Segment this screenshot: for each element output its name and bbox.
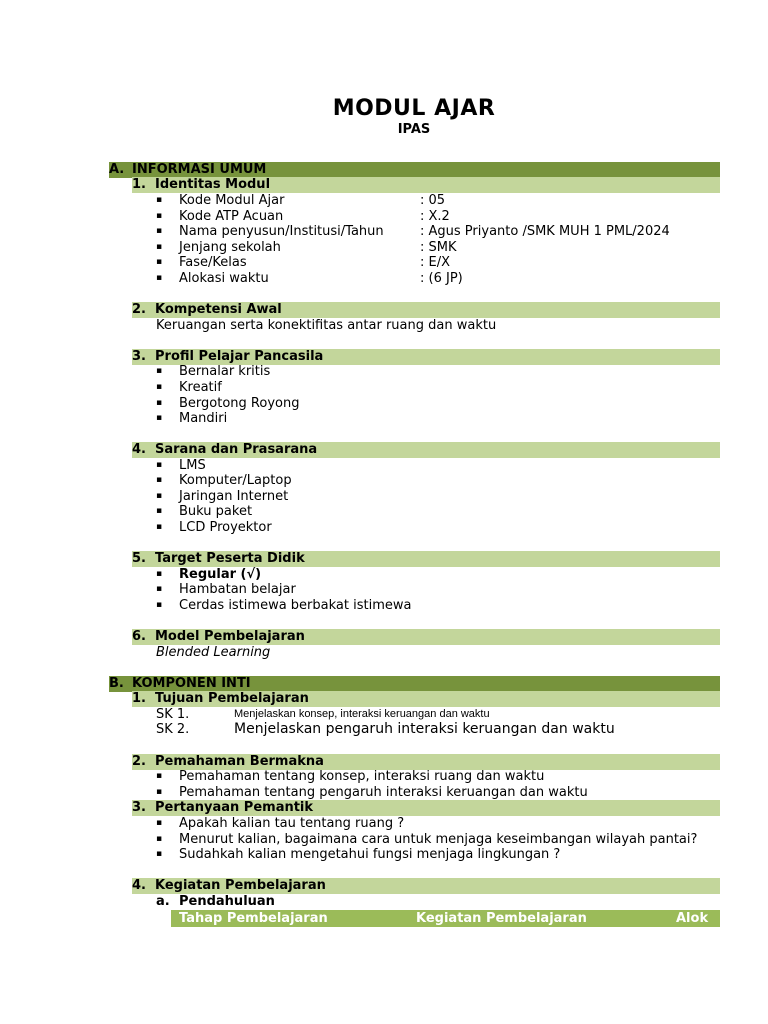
sarana-item: Jaringan Internet	[179, 489, 289, 504]
bullet-icon: ▪	[156, 600, 163, 610]
sarana-title: Sarana dan Prasarana	[155, 442, 318, 457]
table-header-alokasi: Alok	[676, 911, 709, 926]
bullet-icon: ▪	[156, 366, 163, 376]
identitas-value: : E/X	[420, 255, 451, 270]
bullet-icon: ▪	[156, 771, 163, 781]
pertanyaan-header	[132, 800, 720, 816]
table-header-row	[171, 910, 720, 927]
target-number: 5.	[132, 551, 146, 566]
bullet-icon: ▪	[156, 382, 163, 392]
bullet-icon: ▪	[156, 413, 163, 423]
bullet-icon: ▪	[156, 460, 163, 470]
kompetensi-title: Kompetensi Awal	[155, 302, 282, 317]
bullet-icon: ▪	[156, 506, 163, 516]
identitas-label: Alokasi waktu	[179, 271, 269, 286]
pemahaman-title: Pemahaman Bermakna	[155, 754, 324, 769]
tujuan-text: Menjelaskan konsep, interaksi keruangan dan waktu	[234, 708, 490, 720]
identitas-value: : Agus Priyanto /SMK MUH 1 PML/2024	[420, 224, 670, 239]
pendahuluan-title: Pendahuluan	[179, 894, 275, 909]
identitas-label: Jenjang sekolah	[179, 240, 281, 255]
profil-number: 3.	[132, 349, 146, 364]
model-pembelajaran-header	[132, 629, 720, 645]
section-b-header	[109, 676, 720, 692]
identitas-label: Kode ATP Acuan	[179, 209, 284, 224]
pemahaman-item: Pemahaman tentang pengaruh interaksi keruangan dan waktu	[179, 785, 588, 800]
identitas-value: : (6 JP)	[420, 271, 463, 286]
kompetensi-text: Keruangan serta konektifitas antar ruang dan waktu	[156, 318, 497, 333]
target-item-selected: Regular (√)	[179, 567, 262, 582]
tujuan-code: SK 2.	[156, 722, 190, 737]
pertanyaan-number: 3.	[132, 800, 146, 815]
tujuan-title: Tujuan Pembelajaran	[155, 691, 309, 706]
section-a-number: A.	[109, 162, 125, 177]
pemahaman-number: 2.	[132, 754, 146, 769]
bullet-icon: ▪	[156, 242, 163, 252]
bullet-icon: ▪	[156, 398, 163, 408]
profil-item: Bergotong Royong	[179, 396, 300, 411]
document-title: MODUL AJAR	[332, 96, 496, 121]
target-title: Target Peserta Didik	[155, 551, 305, 566]
target-peserta-header	[132, 551, 720, 567]
bullet-icon: ▪	[156, 273, 163, 283]
bullet-icon: ▪	[156, 834, 163, 844]
identitas-value: : 05	[420, 193, 446, 208]
bullet-icon: ▪	[156, 584, 163, 594]
bullet-icon: ▪	[156, 195, 163, 205]
bullet-icon: ▪	[156, 849, 163, 859]
identitas-value: : X.2	[420, 209, 450, 224]
identitas-modul-header	[132, 177, 720, 193]
bullet-icon: ▪	[156, 226, 163, 236]
section-a-header	[109, 162, 720, 178]
identitas-label: Fase/Kelas	[179, 255, 247, 270]
model-number: 6.	[132, 629, 146, 644]
sarana-item: Buku paket	[179, 504, 253, 519]
bullet-icon: ▪	[156, 818, 163, 828]
identitas-title: Identitas Modul	[155, 177, 271, 192]
kegiatan-title: Kegiatan Pembelajaran	[155, 878, 326, 893]
pemahaman-header	[132, 754, 720, 770]
section-b-title: KOMPONEN INTI	[132, 676, 251, 691]
tujuan-header	[132, 691, 720, 707]
identitas-label: Nama penyusun/Institusi/Tahun	[179, 224, 384, 239]
target-item: Hambatan belajar	[179, 582, 296, 597]
sarana-item: LMS	[179, 458, 206, 473]
profil-item: Mandiri	[179, 411, 228, 426]
identitas-value: : SMK	[420, 240, 457, 255]
tujuan-code: SK 1.	[156, 707, 190, 722]
pendahuluan-number: a.	[156, 894, 170, 909]
kompetensi-awal-header	[132, 302, 720, 318]
pemahaman-item: Pemahaman tentang konsep, interaksi ruang dan waktu	[179, 769, 545, 784]
document-subtitle: IPAS	[397, 122, 431, 137]
model-text: Blended Learning	[156, 645, 271, 660]
pertanyaan-title: Pertanyaan Pemantik	[155, 800, 314, 815]
sarana-item: LCD Proyektor	[179, 520, 272, 535]
sarana-item: Komputer/Laptop	[179, 473, 292, 488]
profil-item: Kreatif	[179, 380, 222, 395]
profil-item: Bernalar kritis	[179, 364, 271, 379]
section-b-number: B.	[109, 676, 124, 691]
sarana-number: 4.	[132, 442, 146, 457]
pertanyaan-item: Menurut kalian, bagaimana cara untuk menjaga keseimbangan wilayah pantai?	[179, 832, 698, 847]
identitas-label: Kode Modul Ajar	[179, 193, 285, 208]
pertanyaan-item: Sudahkah kalian mengetahui fungsi menjaga lingkungan ?	[179, 847, 561, 862]
bullet-icon: ▪	[156, 491, 163, 501]
pendahuluan-heading	[156, 894, 275, 910]
kegiatan-header	[132, 878, 720, 894]
profil-pelajar-header	[132, 349, 720, 365]
kegiatan-number: 4.	[132, 878, 146, 893]
profil-title: Profil Pelajar Pancasila	[155, 349, 324, 364]
table-header-tahap: Tahap Pembelajaran	[179, 911, 328, 926]
pertanyaan-item: Apakah kalian tau tentang ruang ?	[179, 816, 405, 831]
model-title: Model Pembelajaran	[155, 629, 305, 644]
tujuan-number: 1.	[132, 691, 146, 706]
bullet-icon: ▪	[156, 257, 163, 267]
target-item: Cerdas istimewa berbakat istimewa	[179, 598, 412, 613]
bullet-icon: ▪	[156, 569, 163, 579]
sarana-header	[132, 442, 720, 458]
bullet-icon: ▪	[156, 787, 163, 797]
bullet-icon: ▪	[156, 475, 163, 485]
tujuan-text: Menjelaskan pengaruh interaksi keruangan dan waktu	[234, 721, 615, 737]
kompetensi-number: 2.	[132, 302, 146, 317]
table-header-kegiatan: Kegiatan Pembelajaran	[416, 911, 587, 926]
section-a-title: INFORMASI UMUM	[132, 162, 267, 177]
bullet-icon: ▪	[156, 522, 163, 532]
bullet-icon: ▪	[156, 211, 163, 221]
identitas-number: 1.	[132, 177, 146, 192]
